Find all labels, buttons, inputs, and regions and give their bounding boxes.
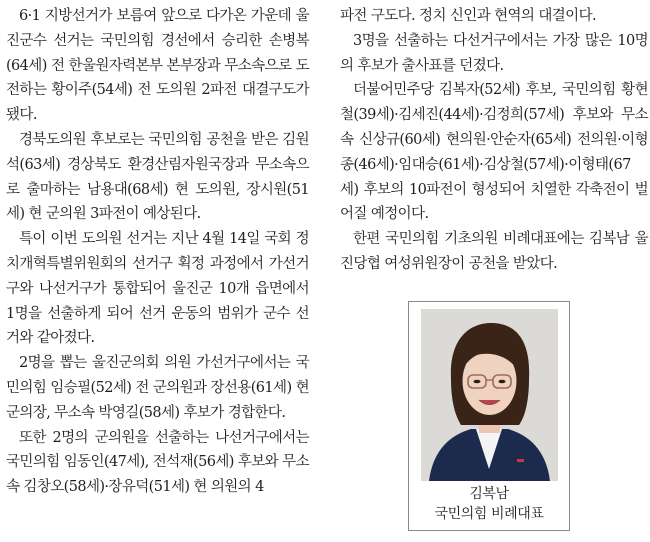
article-paragraph: 더불어민주당 김복자(52세) 후보, 국민의힘 황현철(39세)·김세진(44세)·김정희(57세) 후보와 무소속 신상규(60세) 현의원·안순자(65세) 전의원·이형종(46세)·임대승(61세)·김상철(57세)·이형태(67세) 후보의 10파전이 형성되어 치열한 각축전이 벌어질 예정이다. xyxy=(340,82,648,223)
article-column-right xyxy=(340,4,648,277)
photo-frame xyxy=(408,301,570,531)
portrait-photo xyxy=(421,309,558,481)
article-paragraph: 6·1 지방선거가 보름여 앞으로 다가온 가운데 울진군수 선거는 국민의힘 경선에서 승리한 손병복(64세) 전 한울원자력본부 본부장과 무소속으로 도전하는 황이주(54세) 전 도의원 2파전 대결구도가 됐다. xyxy=(6,8,309,124)
article-paragraph-continued: 파전 구도다. 정치 신인과 현역의 대결이다. xyxy=(340,8,596,24)
portrait-illustration xyxy=(421,309,558,481)
article-paragraph: 경북도의원 후보로는 국민의힘 공천을 받은 김원석(63세) 경상북도 환경산림자원국장과 무소속으로 출마하는 남용대(68세) 현 도의원, 장시원(51세) 현 군의원 3파전이 예상된다. xyxy=(6,131,309,223)
article-paragraph: 또한 2명의 군의원을 선출하는 나선거구에서는 국민의힘 임동인(47세), 전석재(56세) 후보와 무소속 김창오(58세)·장유덕(51세) 현 의원의 4 xyxy=(6,429,309,496)
article-column-left xyxy=(6,4,309,500)
photo-caption-name: 김복남 xyxy=(469,486,509,502)
article-paragraph: 특이 이번 도의원 선거는 지난 4월 14일 국회 정치개혁특별위원회의 선거구 획정 과정에서 가선거구와 나선거구가 통합되어 울진군 10개 읍면에서 1명을 선출하게 되어 선거 운동의 범위가 군수 선거와 같아졌다. xyxy=(6,231,309,347)
article-paragraph: 3명을 선출하는 다선거구에서는 가장 많은 10명의 후보가 출사표를 던졌다. xyxy=(340,32,648,74)
article-paragraph: 2명을 뽑는 울진군의회 의원 가선거구에서는 국민의힘 임승필(52세) 전 군의원과 장선용(61세) 현 군의장, 무소속 박영길(58세) 후보가 경합한다. xyxy=(6,355,309,421)
photo-caption-title: 국민의힘 비례대표 xyxy=(434,506,544,522)
article-paragraph: 한편 국민의힘 기초의원 비례대표에는 김복남 울진당협 여성위원장이 공천을 받았다. xyxy=(340,231,648,272)
